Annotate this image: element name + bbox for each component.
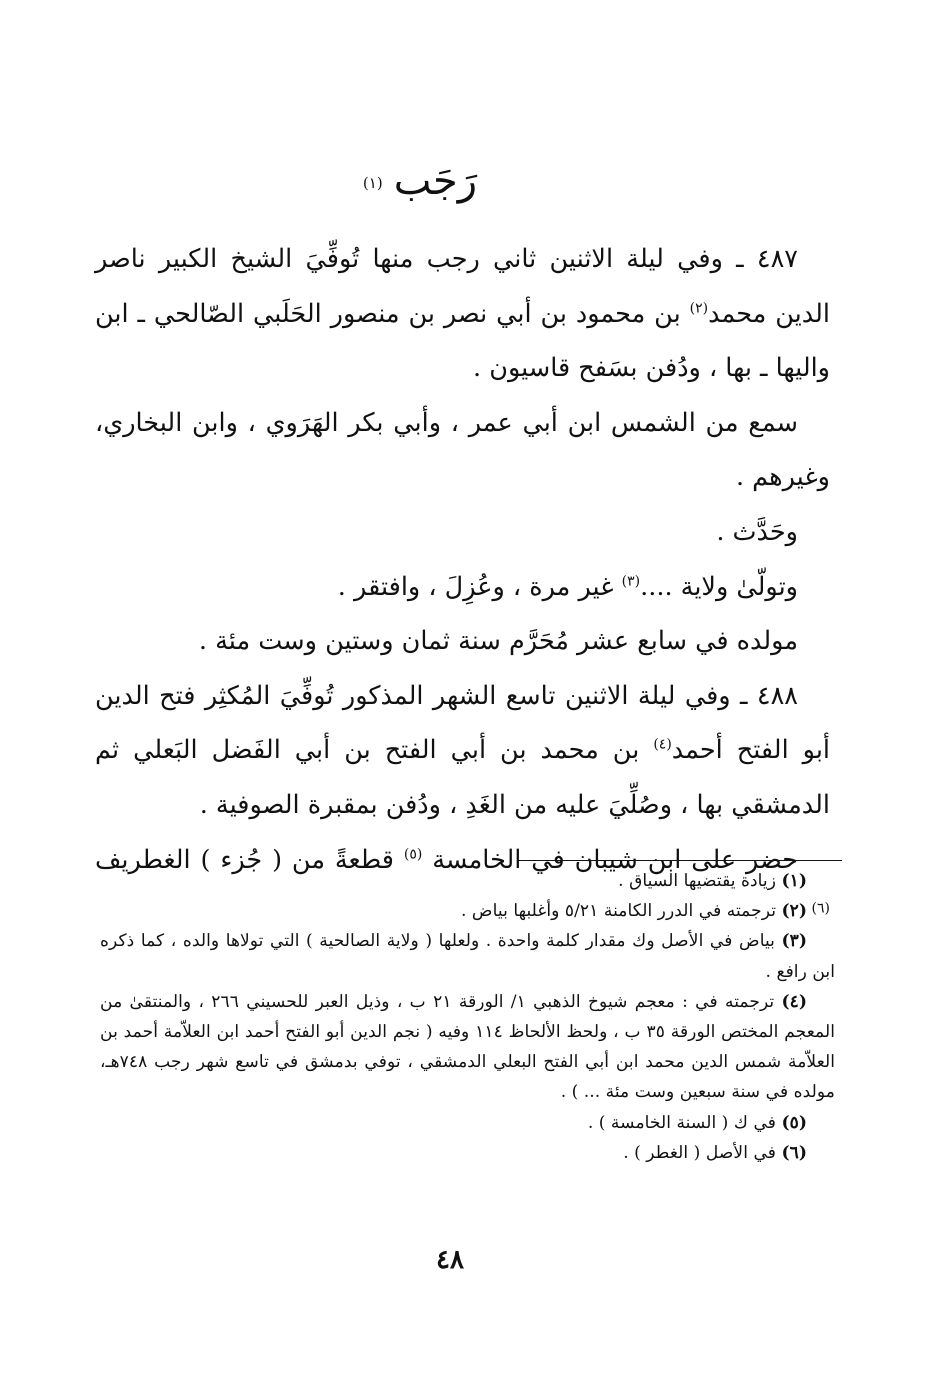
footnote-ref-6: (٦) bbox=[811, 900, 830, 917]
entry-488-text-a: ٤٨٨ ـ وفي ليلة الاثنين تاسع الشهر المذكور تُوفِّيَ المُكثِر فتح الدين أبو الفتح أحمد bbox=[95, 680, 831, 766]
attended-text-b: قطعةً من ( جُزء ) الغطريف bbox=[95, 844, 404, 875]
footnotes bbox=[100, 866, 835, 1168]
footnote-text: في ك ( السنة الخامسة ) . bbox=[587, 1112, 782, 1133]
footnote-text: ترجمته في : معجم شيوخ الذهبي ١/ الورقة ٢١ ب ، وذيل العبر للحسيني ٢٦٦ ، والمنتقىٰ من المعجم المختص الورقة ٣٥ ب ، ولحظ الألحاظ ١١٤ وفيه ( نجم الدين أبو الفتح أحمد ابن العلاّمة أحمد بن العلاّمة شمس الدين محمد ابن أبي الفتح البعلي الدمشقي ، توفي بدمشق في تاسع شهر رجب ٧٤٨هـ، مولده في سنة سبعين وست مئة ... ) . bbox=[100, 991, 835, 1103]
footnote-text: في الأصل ( الغطر ) . bbox=[623, 1142, 782, 1163]
governance-text-a: وتولّىٰ ولاية .... bbox=[640, 571, 798, 602]
footnote-ref-2: (٢) bbox=[689, 300, 709, 317]
footnote-5 bbox=[100, 1108, 835, 1138]
footnote-number: (٥) bbox=[781, 1112, 807, 1133]
paragraph-narrated: وحَدَّث . bbox=[716, 516, 798, 547]
footnote-ref-3: (٣) bbox=[621, 573, 641, 590]
entry-487 bbox=[95, 232, 830, 396]
footnote-number: (٣) bbox=[781, 931, 807, 952]
page-number: ٤٨ bbox=[436, 1245, 464, 1275]
footnote-4 bbox=[100, 987, 835, 1108]
section-heading bbox=[300, 158, 540, 218]
attended-text-a: حضر على ابن شيبان في الخامسة bbox=[422, 844, 798, 875]
entry-487-text-a: ٤٨٧ ـ وفي ليلة الاثنين ثاني رجب منها تُوفِّيَ الشيخ الكبير ناصر الدين محمد bbox=[95, 244, 830, 329]
footnote-number: (٢) bbox=[781, 901, 807, 922]
main-text bbox=[95, 232, 830, 942]
heading-title: رَجَب bbox=[393, 158, 478, 204]
heading-footnote-mark: (١) bbox=[362, 173, 383, 192]
footnote-ref-4: (٤) bbox=[653, 736, 672, 753]
entry-487-text-b: بن محمود بن أبي نصر بن منصور الحَلَبي الصّالحي ـ ابن واليها ـ بها ، ودُفن بسَفح قاسيون . bbox=[95, 298, 830, 384]
paragraph-heard: سمع من الشمس ابن أبي عمر ، وأبي بكر الهَرَوي ، وابن البخاري، وغيرهم . bbox=[95, 407, 830, 493]
footnote-1 bbox=[100, 866, 835, 896]
footnote-text: ترجمته في الدرر الكامنة ٥/٢١ وأغلبها بياض . bbox=[460, 901, 782, 922]
footnote-separator bbox=[517, 860, 842, 861]
footnote-number: (١) bbox=[781, 871, 807, 891]
paragraph-governance bbox=[95, 560, 830, 615]
footnote-text: بياض في الأصل وك مقدار كلمة واحدة . ولعلها ( ولاية الصالحية ) التي تولاها والده ، كما ذكره ابن رافع . bbox=[100, 931, 835, 982]
footnote-number: (٤) bbox=[781, 991, 807, 1012]
footnote-6 bbox=[100, 1138, 835, 1168]
footnote-text: زيادة يقتضيها السياق . bbox=[618, 871, 782, 891]
footnote-ref-5: (٥) bbox=[403, 846, 423, 863]
paragraph-birth: مولده في سابع عشر مُحَرَّم سنة ثمان وستين وست مئة . bbox=[198, 626, 798, 657]
entry-488-text-b: بن محمد بن أبي الفتح بن أبي الفَضل البَعلي ثم الدمشقي بها ، وصُلِّيَ عليه من الغَدِ ، ودُفن بمقبرة الصوفية . bbox=[95, 735, 830, 820]
footnote-number: (٦) bbox=[781, 1142, 807, 1163]
entry-488 bbox=[95, 669, 830, 833]
governance-text-b: غير مرة ، وعُزِلَ ، وافتقر . bbox=[337, 571, 622, 602]
footnote-3 bbox=[100, 926, 835, 986]
footnote-2 bbox=[100, 896, 835, 926]
